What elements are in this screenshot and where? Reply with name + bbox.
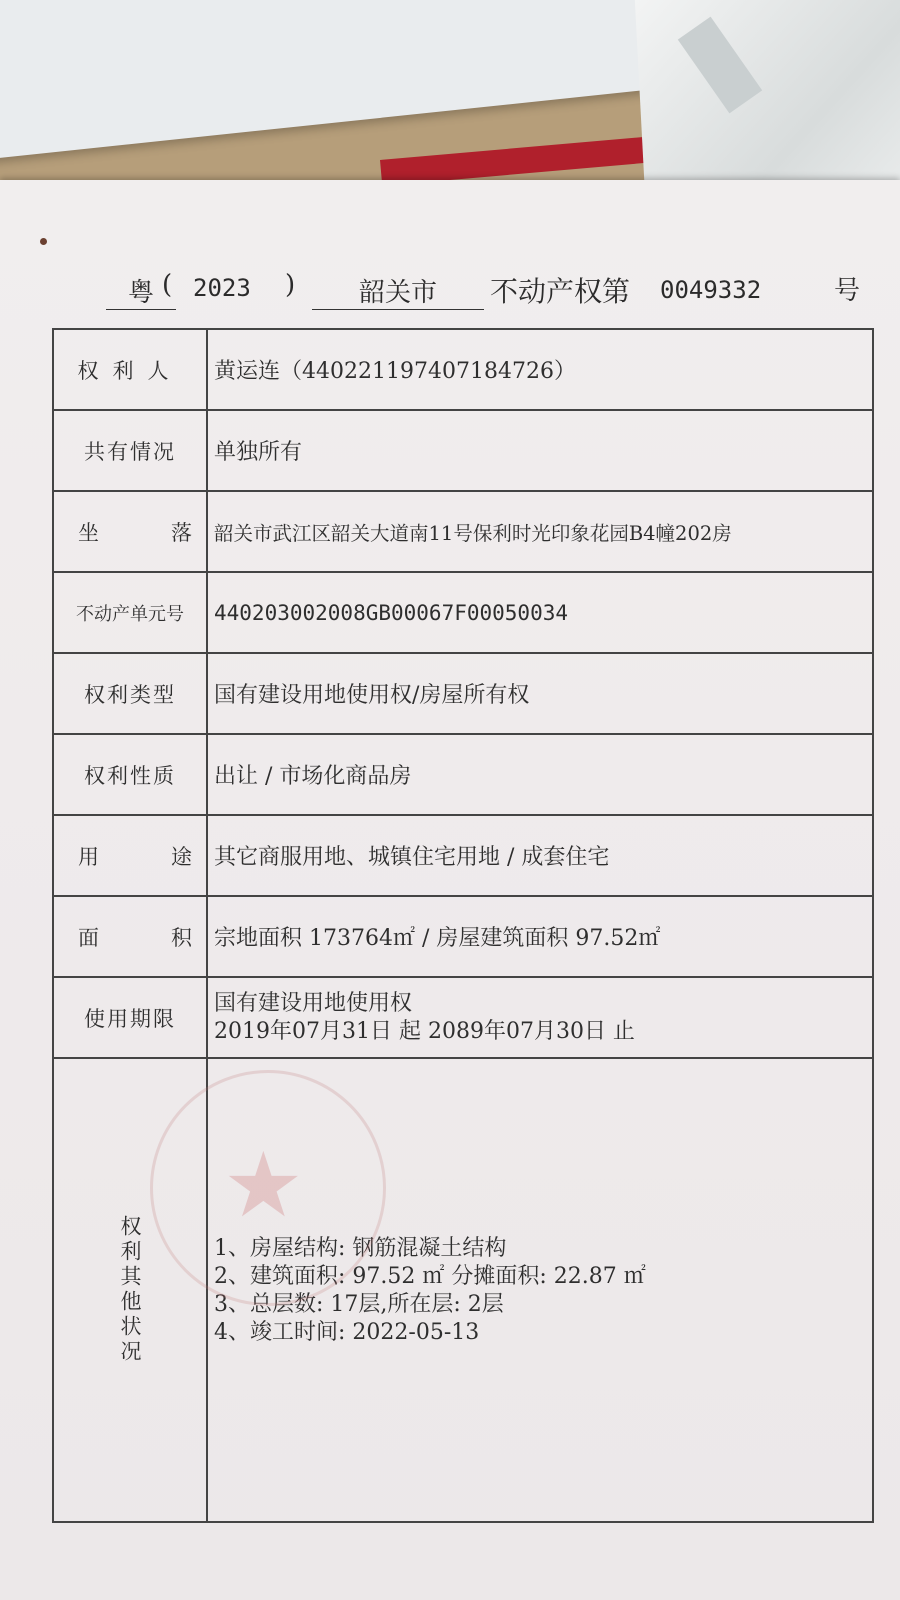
header-paren-open: ( bbox=[162, 270, 173, 300]
table-row bbox=[53, 410, 873, 491]
ink-dot bbox=[40, 238, 47, 245]
other-status-line: 4、竣工时间: 2022-05-13 bbox=[214, 1320, 480, 1345]
header-cert-type: 不动产权第 bbox=[490, 275, 631, 308]
header-year: 2023 bbox=[193, 274, 251, 302]
row-value-line: 国有建设用地使用权 bbox=[214, 990, 413, 1016]
other-status-line: 3、总层数: 17层,所在层: 2层 bbox=[214, 1292, 504, 1317]
row-label: 权利人 bbox=[53, 329, 207, 410]
row-value bbox=[207, 977, 873, 1058]
star-icon: ★ bbox=[223, 1133, 304, 1238]
certificate-page bbox=[0, 180, 900, 1600]
row-value: 宗地面积 173764㎡ / 房屋建筑面积 97.52㎡ bbox=[207, 896, 873, 977]
table-row bbox=[53, 815, 873, 896]
row-label: 面积 bbox=[53, 896, 207, 977]
row-value: 440203002008GB00067F00050034 bbox=[207, 572, 873, 653]
row-value: 单独所有 bbox=[207, 410, 873, 491]
certificate-table bbox=[52, 328, 874, 1523]
row-value: 韶关市武江区韶关大道南11号保利时光印象花园B4幢202房 bbox=[207, 491, 873, 572]
table-row bbox=[53, 653, 873, 734]
header-city: 韶关市 bbox=[312, 272, 484, 310]
row-label: 不动产单元号 bbox=[53, 572, 207, 653]
faded-seal-stamp bbox=[150, 1070, 386, 1306]
other-status-line: 2、建筑面积: 97.52 ㎡ 分摊面积: 22.87 ㎡ bbox=[214, 1264, 646, 1289]
certificate-header bbox=[80, 260, 880, 310]
row-value: 国有建设用地使用权/房屋所有权 bbox=[207, 653, 873, 734]
row-label: 坐落 bbox=[53, 491, 207, 572]
header-suffix: 号 bbox=[834, 276, 861, 306]
background-plastic-sleeve bbox=[635, 0, 900, 208]
table-row bbox=[53, 491, 873, 572]
table-row bbox=[53, 734, 873, 815]
row-value: 其它商服用地、城镇住宅用地 / 成套住宅 bbox=[207, 815, 873, 896]
row-value-line: 2019年07月31日 起 2089年07月30日 止 bbox=[214, 1018, 635, 1044]
table-row bbox=[53, 572, 873, 653]
row-label: 权利性质 bbox=[53, 734, 207, 815]
row-label: 权利类型 bbox=[53, 653, 207, 734]
table-row bbox=[53, 977, 873, 1058]
header-cert-number: 0049332 bbox=[660, 276, 762, 304]
other-status-line: 1、房屋结构: 钢筋混凝土结构 bbox=[214, 1236, 507, 1261]
row-label: 使用期限 bbox=[53, 977, 207, 1058]
row-label: 共有情况 bbox=[53, 410, 207, 491]
header-province: 粤 bbox=[106, 272, 176, 310]
table-row bbox=[53, 329, 873, 410]
row-label: 用途 bbox=[53, 815, 207, 896]
header-paren-close: ) bbox=[285, 270, 296, 300]
table-row bbox=[53, 896, 873, 977]
row-value: 黄运连（440221197407184726） bbox=[207, 329, 873, 410]
row-value: 出让 / 市场化商品房 bbox=[207, 734, 873, 815]
row-label: 权利其他状况 bbox=[53, 1058, 207, 1522]
